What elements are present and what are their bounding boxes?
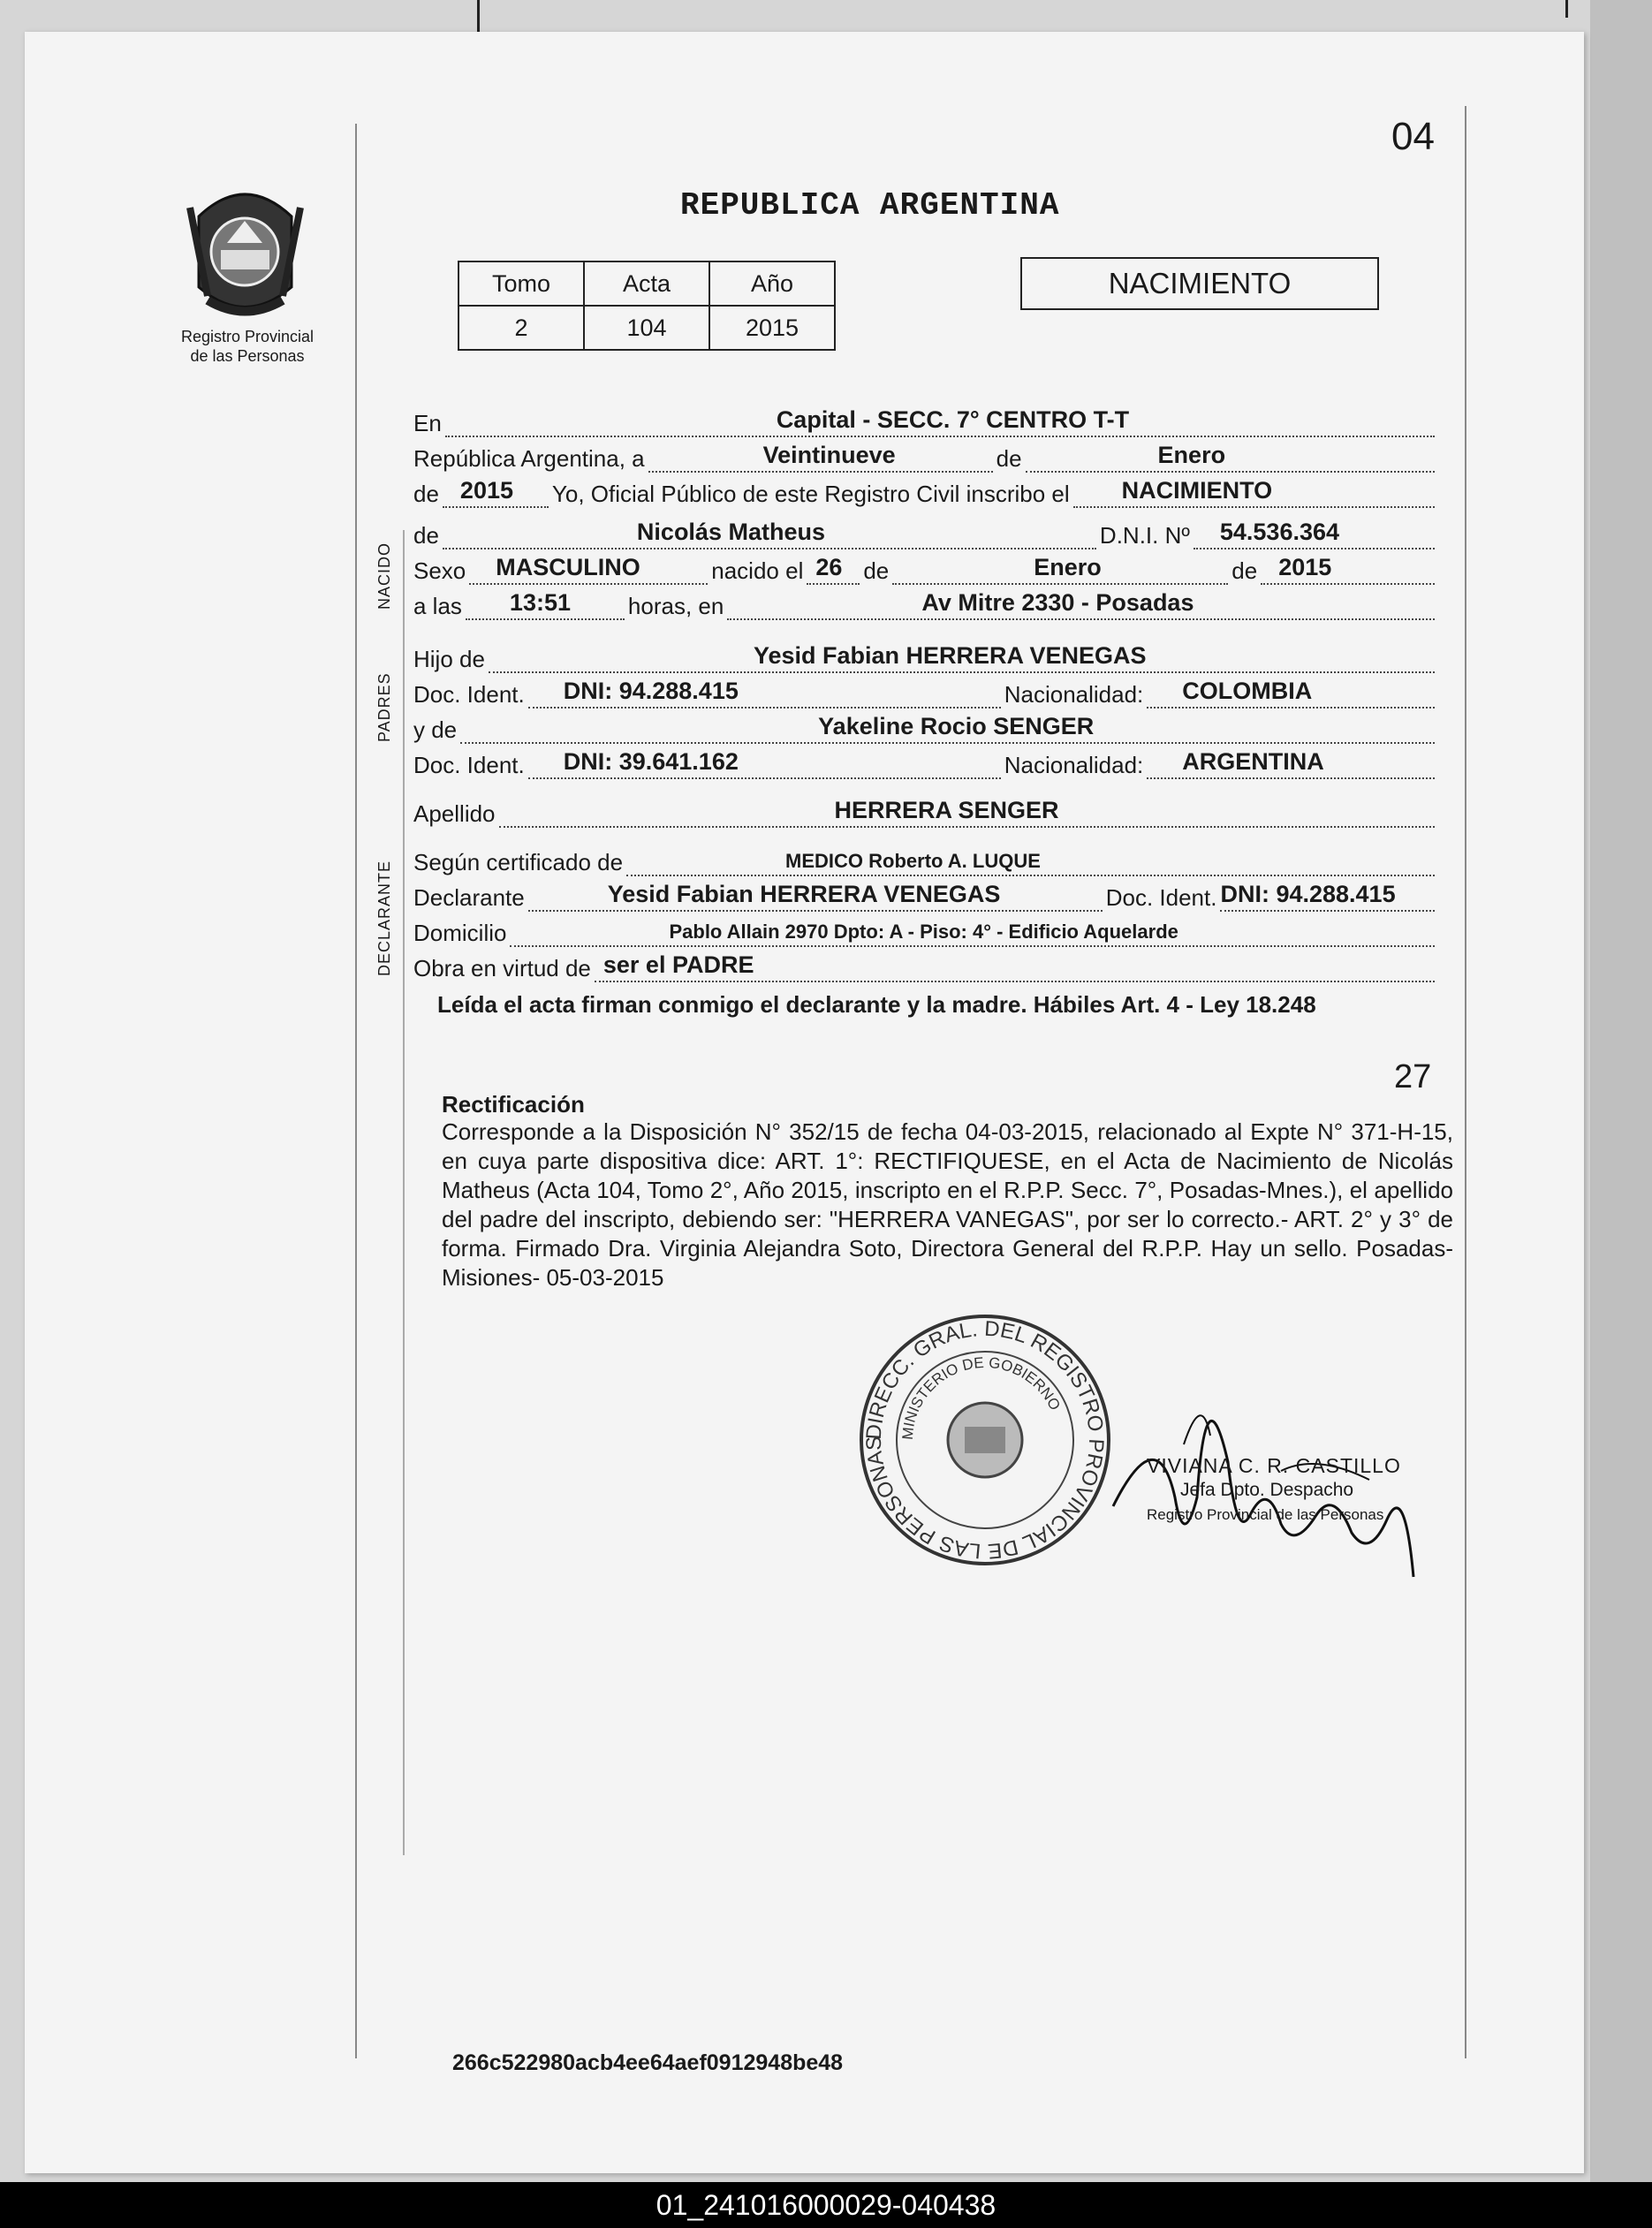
domicilio-field [510, 921, 1435, 947]
registry-table [458, 261, 836, 351]
sexo-label: Sexo [413, 557, 466, 584]
year-value: 2015 [459, 477, 513, 504]
padre-doc: DNI: 94.288.415 [563, 678, 739, 704]
tomo-header: Tomo [458, 261, 584, 306]
nacido-anio: 2015 [1278, 554, 1332, 580]
obra-label: Obra en virtud de [413, 955, 591, 981]
registry-caption [159, 327, 336, 366]
horas-label: a las [413, 593, 462, 619]
right-margin-rule [1465, 106, 1466, 2058]
declarante-name: Yesid Fabian HERRERA VENEGAS [607, 881, 1001, 907]
nacido-mes: Enero [1034, 554, 1102, 580]
declarante-doc: DNI: 94.288.415 [1220, 881, 1396, 907]
tomo-value: 2 [458, 306, 584, 350]
madre-nac: ARGENTINA [1182, 748, 1324, 775]
y-de-label: y de [413, 716, 458, 743]
padre-nac: COLOMBIA [1182, 678, 1313, 704]
declarante-doc-label: Doc. Ident. [1105, 884, 1217, 911]
month-value: Enero [1157, 442, 1226, 468]
madre-doc-field [528, 748, 1001, 779]
inscribo-label: Yo, Oficial Público de este Registro Civil inscribo el [551, 481, 1070, 507]
row-fecha [413, 437, 1438, 473]
official-seal [857, 1312, 1113, 1568]
dni-label: D.N.I. Nº [1099, 522, 1190, 549]
madre-nac-field [1147, 748, 1435, 779]
row-obra [413, 947, 1438, 982]
inner-margin-rule [403, 530, 405, 1855]
page-number: 04 [1391, 115, 1435, 158]
nacido-anio-field [1261, 554, 1435, 585]
dni-value: 54.536.364 [1219, 519, 1340, 545]
republica-label: República Argentina, a [413, 445, 645, 472]
registry-caption-line1: Registro Provincial [180, 328, 314, 345]
acta-header: Acta [584, 261, 709, 306]
row-madre [413, 709, 1438, 744]
en-label: En [413, 410, 442, 436]
en-field [445, 406, 1435, 437]
year-field [443, 477, 549, 508]
section-label-nacido: NACIDO [375, 542, 393, 610]
certificate-type-box: NACIMIENTO [1020, 257, 1379, 310]
inscribo-value: NACIMIENTO [1121, 477, 1273, 504]
obra-value: ser el PADRE [602, 951, 754, 978]
declarante-doc-field [1220, 881, 1435, 912]
row-certificado [413, 841, 1438, 876]
day-field [648, 442, 993, 473]
padre-field [489, 642, 1435, 673]
rectificacion-body: Corresponde a la Disposición N° 352/15 de fecha 04-03-2015, relacionado al Expte N° 371-H-15, en cuya parte dispositiva dice: ART. 1°: RECTIFIQUESE, en el Acta de Nacimiento de Nicolás Matheus (Acta 104, Tomo 2°, Año 2015, inscripto en el R.P.P. Secc. 7°, Posadas-Mnes.), el apellido del padre del inscripto, debiendo ser: "HERRERA VANEGAS", por ser lo correcto.- ART. 2° y 3° de forma. Firmado Dra. Virginia Alejandra Soto, Directora General del R.P.P. Hay un sello. Posadas- Misiones- 05-03-2015 [442, 1118, 1453, 1291]
padre-name: Yesid Fabian HERRERA VENEGAS [753, 642, 1147, 669]
nombre-field [443, 519, 1096, 549]
row-apellido [413, 792, 1438, 828]
certificado-field [626, 850, 1435, 876]
signer-name: VIVIANA C. R. CASTILLO [1147, 1454, 1401, 1477]
nacido-anio-label: de [1231, 557, 1258, 584]
scan-footer [0, 2182, 1652, 2228]
lugar-field [727, 589, 1435, 620]
certificado-value: MEDICO Roberto A. LUQUE [785, 850, 1041, 872]
sexo-value: MASCULINO [496, 554, 640, 580]
domicilio-label: Domicilio [413, 920, 507, 946]
row-padre-doc [413, 673, 1438, 709]
year-label: de [413, 481, 439, 507]
acta-value: 104 [584, 306, 709, 350]
nombre-label: de [413, 522, 439, 549]
padre-nac-label: Nacionalidad: [1004, 681, 1144, 708]
nacido-mes-field [892, 554, 1228, 585]
registry-caption-line2: de las Personas [190, 347, 305, 365]
declarante-label: Declarante [413, 884, 525, 911]
padre-doc-label: Doc. Ident. [413, 681, 525, 708]
seal-outer-text: DIRECC. GRAL. DEL REGISTRO PROVINCIAL DE LAS PERSONAS [861, 1316, 1109, 1564]
declarante-field [528, 881, 1103, 912]
row-sexo [413, 549, 1438, 585]
nombre-value: Nicolás Matheus [636, 519, 825, 545]
sexo-field [469, 554, 708, 585]
signer-role: Jefa Dpto. Despacho [1180, 1480, 1354, 1500]
scan-id: 01_241016000029-040438 [655, 2189, 997, 2221]
nacido-de-label: de [863, 557, 890, 584]
province-crest-logo [181, 181, 309, 322]
dni-field [1194, 519, 1435, 549]
signer-org: Registro Provincial de las Personas [1147, 1506, 1384, 1523]
row-madre-doc [413, 744, 1438, 779]
binding-mark [1565, 0, 1568, 18]
binding-mark [477, 0, 480, 34]
document-hash: 266c522980acb4ee64aef0912948be48 [452, 2050, 844, 2075]
anio-value: 2015 [709, 306, 835, 350]
madre-field [460, 713, 1435, 744]
row-domicilio [413, 912, 1438, 947]
row-declarante [413, 876, 1438, 912]
scan-edge [1590, 0, 1652, 2182]
page-title: REPUBLICA ARGENTINA [680, 187, 1060, 224]
signatures-note: Leída el acta firman conmigo el declarante y la madre. Hábiles Art. 4 - Ley 18.248 [437, 991, 1316, 1018]
month-field [1026, 442, 1435, 473]
padre-doc-field [528, 678, 1001, 709]
apellido-label: Apellido [413, 800, 496, 827]
madre-doc-label: Doc. Ident. [413, 752, 525, 778]
day-words: Veintinueve [762, 442, 896, 468]
padre-nac-field [1147, 678, 1435, 709]
en-value: Capital - SECC. 7° CENTRO T-T [776, 406, 1130, 433]
hora-value: 13:51 [509, 589, 571, 616]
hijo-label: Hijo de [413, 646, 485, 672]
row-inscribo [413, 473, 1438, 508]
section-label-declarante: DECLARANTE [375, 860, 393, 976]
row-hora [413, 585, 1438, 620]
row-lugar [413, 402, 1438, 437]
hora-field [466, 589, 625, 620]
nacido-label: nacido el [711, 557, 804, 584]
rectificacion-title: Rectificación [442, 1091, 585, 1118]
seal-inner-text: MINISTERIO DE GOBIERNO [898, 1353, 1064, 1441]
nacido-dia: 26 [815, 554, 843, 580]
section-label-padres: PADRES [375, 672, 393, 742]
lugar-value: Av Mitre 2330 - Posadas [921, 589, 1194, 616]
madre-name: Yakeline Rocio SENGER [818, 713, 1095, 739]
nacido-dia-field [807, 554, 860, 585]
inscribo-field [1073, 477, 1435, 508]
apellido-value: HERRERA SENGER [834, 797, 1059, 823]
madre-nac-label: Nacionalidad: [1004, 752, 1144, 778]
madre-doc: DNI: 39.641.162 [563, 748, 739, 775]
obra-field [595, 951, 1435, 982]
apellido-field [499, 797, 1435, 828]
signer-block [1147, 1453, 1401, 1527]
de-label: de [996, 445, 1022, 472]
rectificacion-number: 27 [1394, 1058, 1432, 1095]
left-margin-rule [355, 124, 357, 2058]
en-lugar-label: horas, en [627, 593, 724, 619]
row-padre [413, 638, 1438, 673]
anio-header: Año [709, 261, 835, 306]
certificado-label: Según certificado de [413, 849, 624, 875]
row-nombre [413, 514, 1438, 549]
domicilio-value: Pablo Allain 2970 Dpto: A - Piso: 4° - Edificio Aquelarde [669, 921, 1178, 943]
